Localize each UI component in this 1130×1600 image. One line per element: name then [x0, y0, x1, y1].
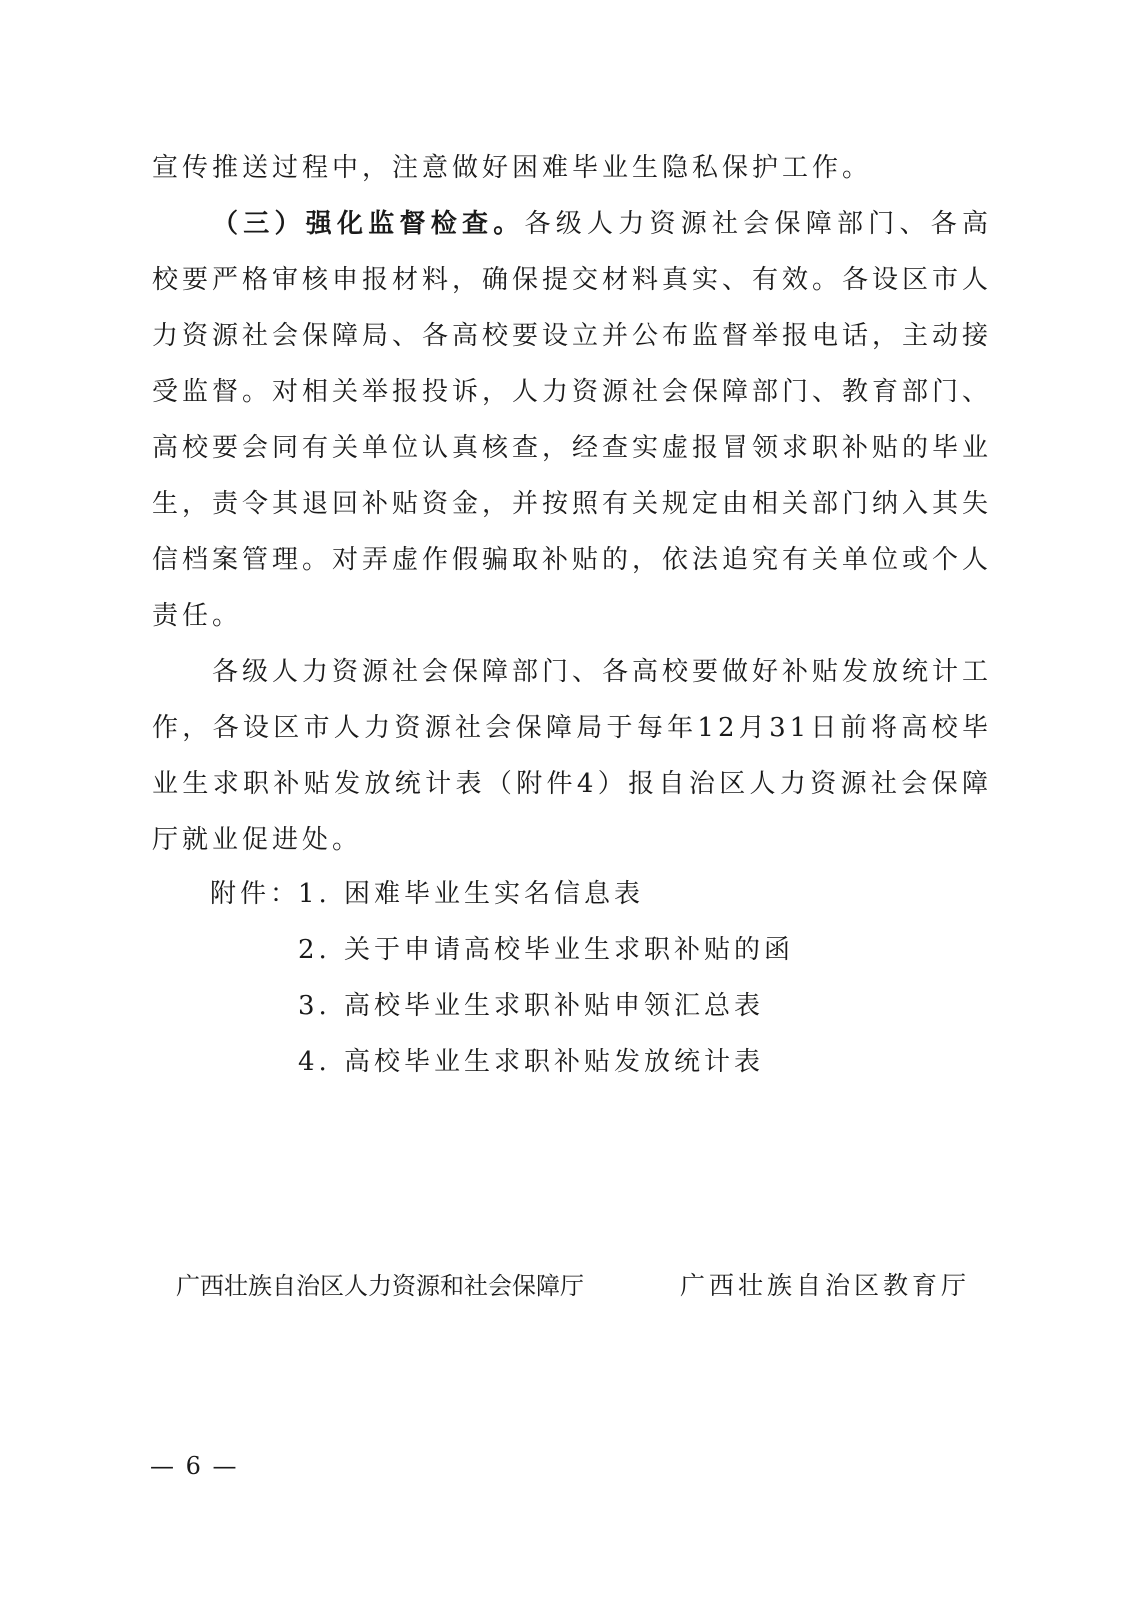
attachment-item	[210, 866, 794, 922]
paragraph-statistics: 各级人力资源社会保障部门、各高校要做好补贴发放统计工作，各设区市人力资源社会保障局于每年12月31日前将高校毕业生求职补贴发放统计表（附件4）报自治区人力资源社会保障厅就业促进处。	[152, 657, 993, 855]
page-number: — 6 —	[150, 1452, 239, 1480]
attachment-number: 3.	[298, 991, 331, 1021]
attachment-title: 困难毕业生实名信息表	[344, 879, 645, 909]
attachment-number: 4.	[298, 1047, 331, 1077]
attachment-number: 2.	[298, 935, 331, 965]
attachment-item	[210, 1034, 794, 1090]
attachment-item	[210, 978, 794, 1034]
section-heading-supervision: （三）强化监督检查。	[212, 209, 525, 239]
attachment-item	[210, 922, 794, 978]
signature-hr-department: 广西壮族自治区人力资源和社会保障厅	[176, 1272, 584, 1300]
attachment-indent	[210, 978, 298, 1034]
attachments-list	[210, 866, 794, 1090]
attachment-indent	[210, 1034, 298, 1090]
signature-education-department: 广西壮族自治区教育厅	[680, 1271, 971, 1300]
attachments-lead: 附件：	[210, 879, 301, 909]
paragraph-supervision	[152, 196, 992, 644]
attachment-title: 关于申请高校毕业生求职补贴的函	[344, 935, 795, 965]
paragraph-supervision-body: 各级人力资源社会保障部门、各高校要严格审核申报材料，确保提交材料真实、有效。各设区市人力资源社会保障局、各高校要设立并公布监督举报电话，主动接受监督。对相关举报投诉，人力资源社会保障部门、教育部门、高校要会同有关单位认真核查，经查实虚报冒领求职补贴的毕业生，责令其退回补贴资金，并按照有关规定由相关部门纳入其失信档案管理。对弄虚作假骗取补贴的，依法追究有关单位或个人责任。	[152, 209, 993, 631]
attachment-number: 1.	[298, 879, 331, 909]
attachment-indent	[210, 922, 298, 978]
paragraph-privacy: 宣传推送过程中，注意做好困难毕业生隐私保护工作。	[152, 153, 873, 183]
attachment-title: 高校毕业生求职补贴申领汇总表	[344, 991, 765, 1021]
attachment-title: 高校毕业生求职补贴发放统计表	[344, 1047, 765, 1077]
document-body	[152, 140, 992, 868]
